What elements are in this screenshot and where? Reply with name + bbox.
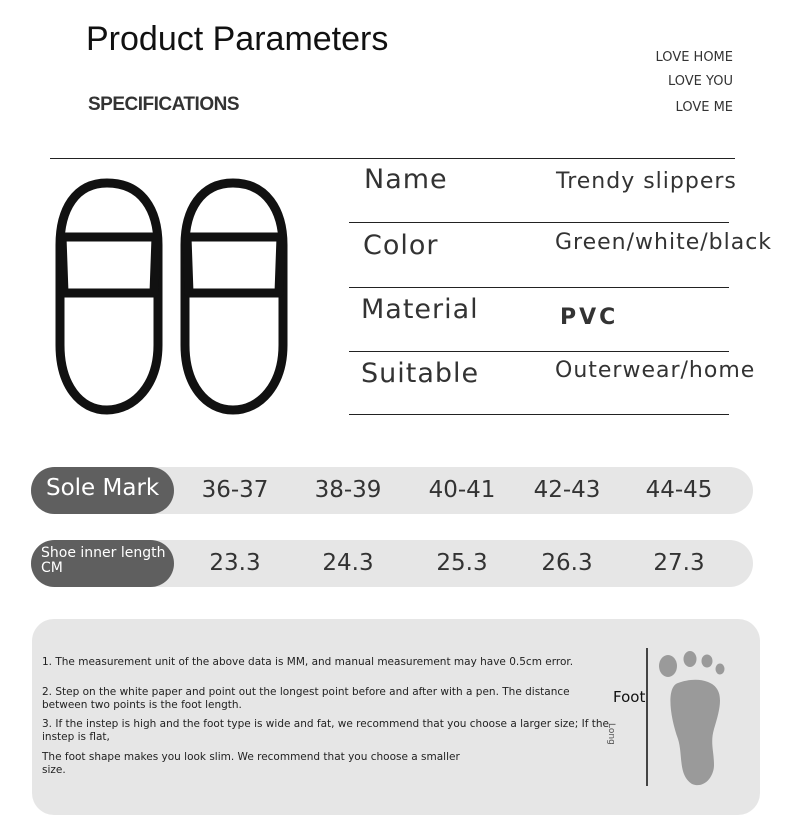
param-value-name: Trendy slippers xyxy=(556,169,737,194)
note-item: 1. The measurement unit of the above data is MM, and manual measurement may have 0.5cm error. xyxy=(42,656,574,668)
sole-mark-pill xyxy=(31,467,174,514)
param-label-name: Name xyxy=(364,164,448,195)
param-divider xyxy=(349,287,729,288)
sole-mark-cell: 36-37 xyxy=(201,477,269,503)
inner-length-pill xyxy=(31,540,174,587)
inner-length-cell: 26.3 xyxy=(541,550,593,576)
foot-label: Foot xyxy=(613,688,646,706)
inner-length-cell: 23.3 xyxy=(209,550,261,576)
param-divider xyxy=(349,414,729,415)
param-label-material: Material xyxy=(361,294,479,325)
param-value-material: PVC xyxy=(560,305,619,330)
note-item: 3. If the instep is high and the foot type is wide and fat, we recommend that you choose a larger size; If the instep is flat, xyxy=(42,718,609,743)
param-divider xyxy=(349,222,729,223)
sole-mark-cell: 40-41 xyxy=(428,477,496,503)
inner-length-unit: CM xyxy=(41,560,63,576)
measurement-notes-panel xyxy=(32,619,760,815)
page-subtitle: SPECIFICATIONS xyxy=(88,94,239,115)
sole-mark-cell: 38-39 xyxy=(314,477,382,503)
param-label-color: Color xyxy=(363,230,439,261)
inner-length-row xyxy=(31,540,753,587)
header-divider xyxy=(50,158,735,159)
page-title: Product Parameters xyxy=(86,20,389,58)
note-item: The foot shape makes you look slim. We recommend that you choose a smaller size. xyxy=(42,751,460,776)
love-me-text: LOVE ME xyxy=(675,100,733,115)
inner-length-cell: 27.3 xyxy=(653,550,705,576)
inner-length-cell: 25.3 xyxy=(436,550,488,576)
long-label: Long xyxy=(606,723,616,745)
inner-length-cell: 24.3 xyxy=(322,550,374,576)
sole-mark-label: Sole Mark xyxy=(46,475,160,501)
inner-length-label: Shoe inner length xyxy=(41,545,166,561)
sole-mark-row xyxy=(31,467,753,514)
sole-mark-cell: 44-45 xyxy=(645,477,713,503)
param-label-suitable: Suitable xyxy=(361,358,480,389)
love-home-text: LOVE HOME xyxy=(655,50,733,65)
love-you-text: LOVE YOU xyxy=(668,74,733,89)
sole-mark-cell: 42-43 xyxy=(533,477,601,503)
footprint-icon xyxy=(656,647,731,792)
param-divider xyxy=(349,351,729,352)
slippers-icon xyxy=(50,175,300,420)
param-value-color: Green/white/black xyxy=(555,230,773,255)
foot-length-line xyxy=(646,648,648,786)
note-item: 2. Step on the white paper and point out the longest point before and after with a pen. The distance between two points is the foot length. xyxy=(42,686,570,711)
param-value-suitable: Outerwear/home xyxy=(555,358,756,383)
